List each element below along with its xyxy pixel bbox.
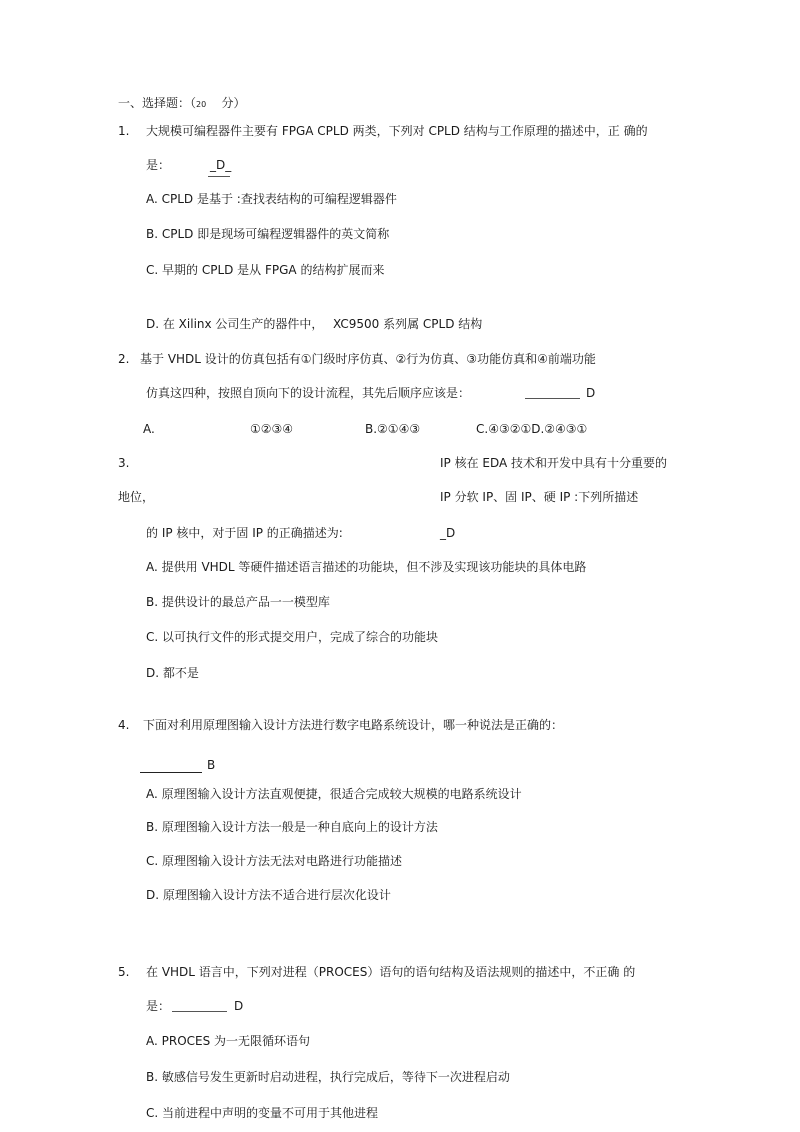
q4-option-c: C. 原理图输入设计方法无法对电路进行功能描述 [146,854,403,868]
q2-option-cd: C.④③②①D.②④③① [476,422,588,436]
q4-answer-blank [140,772,202,773]
q4-stem: 下面对利用原理图输入设计方法进行数字电路系统设计，哪一种说法是正确的： [143,718,564,732]
q4-answer: B [207,758,216,772]
q2-option-b: B.②①④③ [365,422,421,436]
q2-answer: D [586,386,596,400]
q1-option-b: B. CPLD 即是现场可编程逻辑器件的英文简称 [146,227,390,241]
q5-answer-blank [172,1011,227,1012]
q3-option-d: D. 都不是 [146,666,199,680]
q1-number: 1. [118,124,130,138]
q3-option-b: B. 提供设计的最总产品一一模型库 [146,595,330,609]
section-score-unit: 分） [221,96,246,110]
q1-option-d-part2: XC9500 系列属 CPLD 结构 [333,317,483,331]
q1-stem: 大规模可编程器件主要有 FPGA CPLD 两类，下列对 CPLD 结构与工作原理的描述中，正 确的 [146,124,648,138]
section-score: 20 [196,100,207,109]
q4-option-b: B. 原理图输入设计方法一般是一种自底向上的设计方法 [146,820,438,834]
q5-option-c: C. 当前进程中声明的变量不可用于其他进程 [146,1106,379,1120]
q2-option-a-label: A. [143,422,155,436]
q5-stem: 在 VHDL 语言中，下列对进程（PROCES）语句的语句结构及语法规则的描述中，不正确 的 [146,965,636,979]
q3-option-a: A. 提供用 VHDL 等硬件描述语言描述的功能块，但不涉及实现该功能块的具体电路 [146,560,587,574]
q4-number: 4. [118,718,130,732]
q1-option-c: C. 早期的 CPLD 是从 FPGA 的结构扩展而来 [146,263,385,277]
q4-option-d: D. 原理图输入设计方法不适合进行层次化设计 [146,888,391,902]
q5-option-b: B. 敏感信号发生更新时启动进程，执行完成后，等待下一次进程启动 [146,1070,510,1084]
q4-option-a: A. 原理图输入设计方法直观便捷，很适合完成较大规模的电路系统设计 [146,787,522,801]
q3-stem-line3: 的 IP 核中，对于固 IP 的正确描述为: [146,526,343,540]
q3-stem-part2: IP 分软 IP、固 IP、硬 IP :下列所描述 [440,490,639,504]
q3-number: 3. [118,456,130,470]
q2-option-a-value: ①②③④ [250,422,294,436]
q5-option-a: A. PROCES 为一无限循环语句 [146,1034,311,1048]
q1-option-d-part1: D. 在 Xilinx 公司生产的器件中， [146,317,324,331]
q3-option-c: C. 以可执行文件的形式提交用户，完成了综合的功能块 [146,630,439,644]
q2-answer-blank [525,398,580,399]
q2-number: 2. [118,352,130,366]
q3-stem-prefix: 地位， [118,490,155,504]
q5-answer-label: 是： [146,999,171,1013]
q2-stem: 基于 VHDL 设计的仿真包括有①门级时序仿真、②行为仿真、③功能仿真和④前端功能 [140,352,596,366]
section-title [118,96,245,112]
q1-answer-label: 是： [146,158,171,172]
q1-answer: _D_ [210,158,232,172]
q3-stem-part1: IP 核在 EDA 技术和开发中具有十分重要的 [440,456,668,470]
q1-option-a: A. CPLD 是基于 :查找表结构的可编程逻辑器件 [146,192,397,206]
q5-number: 5. [118,965,130,979]
section-title-text: 一、选择题：（ [118,96,197,110]
q5-answer: D [234,999,244,1013]
q3-answer: _D [440,526,456,540]
q1-answer-underline [208,176,230,177]
q2-stem-line2: 仿真这四种，按照自顶向下的设计流程，其先后顺序应该是： [146,386,471,400]
